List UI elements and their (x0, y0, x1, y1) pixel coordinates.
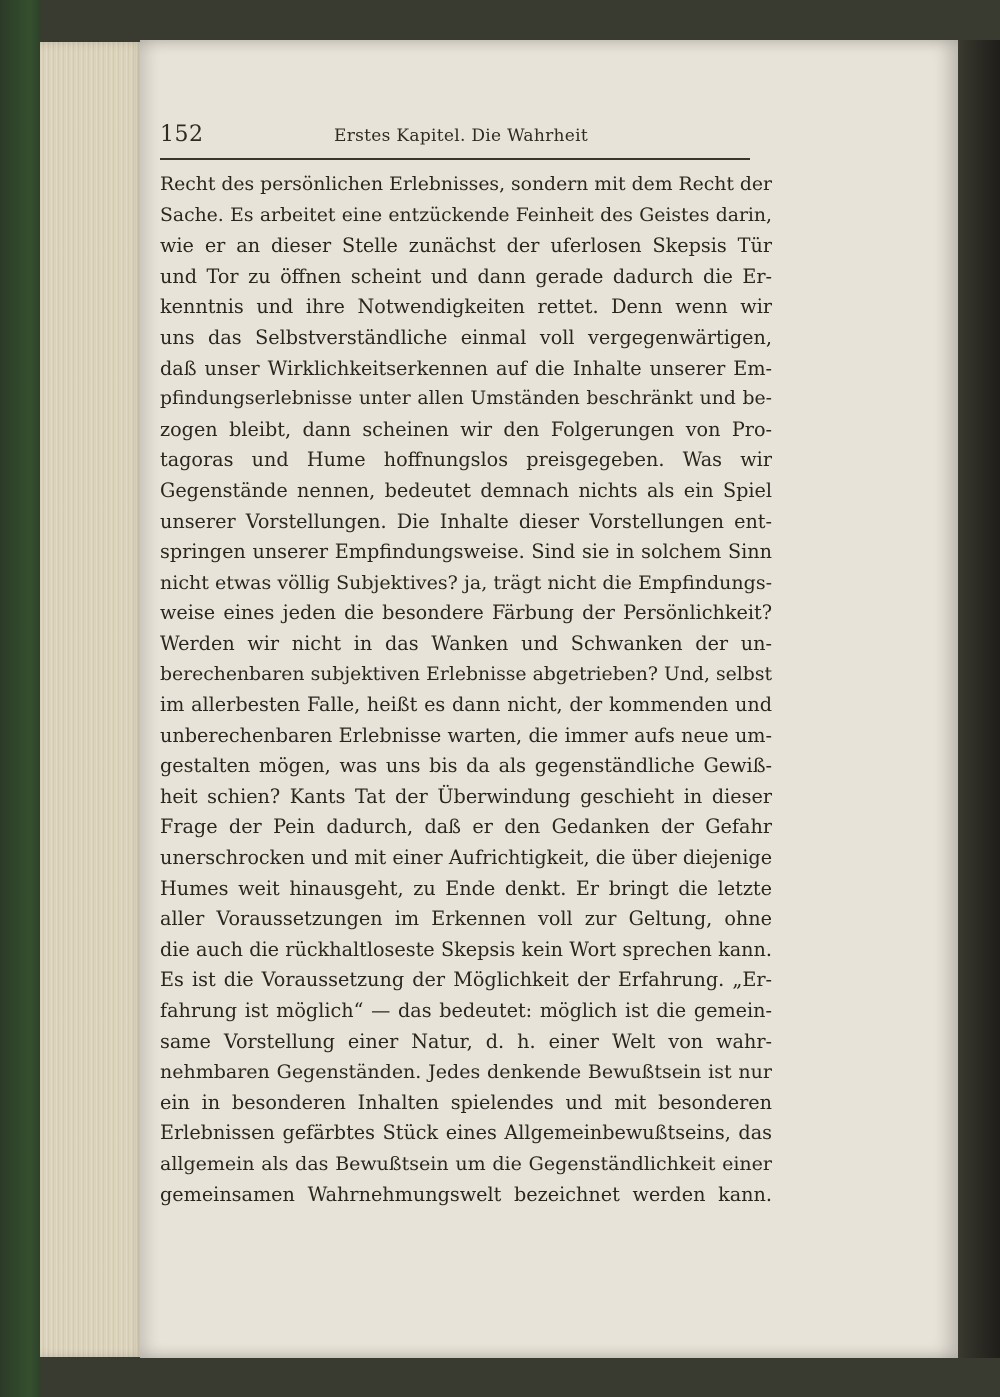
text-line: daß unser Wirklichkeitserkennen auf die Inhalte unserer Em- (160, 356, 772, 380)
text-line: Gegenstände nennen, bedeutet demnach nichts als ein Spiel (160, 478, 772, 502)
text-line: gestalten mögen, was uns bis da als gegenständliche Gewiß- (160, 754, 772, 778)
text-line: die auch die rückhaltloseste Skepsis kein Wort sprechen kann. (160, 937, 772, 961)
facing-page-edge (958, 40, 1000, 1358)
text-line: Frage der Pein dadurch, daß er den Gedanken der Gefahr (160, 815, 772, 839)
text-line: Werden wir nicht in das Wanken und Schwanken der un- (160, 631, 772, 655)
page-edges (40, 42, 145, 1357)
text-line: weise eines jeden die besondere Färbung der Persönlichkeit? (160, 601, 772, 625)
text-line: und Tor zu öffnen scheint und dann gerade dadurch die Er- (160, 264, 772, 288)
text-line: wie er an dieser Stelle zunächst der uferlosen Skepsis Tür (160, 234, 772, 258)
text-line: Recht des persönlichen Erlebnisses, sondern mit dem Recht der (160, 174, 772, 195)
text-line: gemeinsamen Wahrnehmungswelt bezeichnet werden kann. (160, 1182, 772, 1206)
running-head: Erstes Kapitel. Die Wahrheit (334, 126, 588, 146)
text-line: Es ist die Voraussetzung der Möglichkeit der Erfahrung. „Er- (160, 968, 772, 992)
text-line: Sache. Es arbeitet eine entzückende Feinheit des Geistes darin, (160, 204, 772, 226)
text-line: nicht etwas völlig Subjektives? ja, trägt nicht die Empfindungs- (160, 571, 772, 594)
body-text (160, 170, 772, 1210)
page-header (160, 118, 750, 160)
text-line: berechenbaren subjektiven Erlebnisse abgetrieben? Und, selbst (160, 663, 772, 685)
text-line: unserer Vorstellungen. Die Inhalte dieser Vorstellungen ent- (160, 509, 772, 533)
text-line: unerschrocken und mit einer Aufrichtigkeit, die über diejenige (160, 846, 772, 870)
text-line: uns das Selbstverständliche einmal voll vergegenwärtigen, (160, 325, 772, 349)
text-line: tagoras und Hume hoffnungslos preisgegeben. Was wir (160, 448, 772, 472)
text-line: allgemein als das Bewußtsein um die Gegenständlichkeit einer (160, 1153, 772, 1175)
text-line: ein in besonderen Inhalten spielendes und mit besonderen (160, 1090, 772, 1114)
text-line: heit schien? Kants Tat der Überwindung geschieht in dieser (160, 784, 772, 808)
text-line: Erlebnissen gefärbtes Stück eines Allgemeinbewußtseins, das (160, 1121, 772, 1145)
text-line: zogen bleibt, dann scheinen wir den Folgerungen von Pro- (160, 417, 772, 441)
text-line: Humes weit hinausgeht, zu Ende denkt. Er bringt die letzte (160, 876, 772, 900)
text-line: nehmbaren Gegenständen. Jedes denkende Bewußtsein ist nur (160, 1061, 772, 1084)
text-line: fahrung ist möglich“ — das bedeutet: möglich ist die gemein- (160, 999, 772, 1023)
page-number: 152 (160, 122, 204, 147)
text-line: pfindungserlebnisse unter allen Umständen beschränkt und be- (160, 388, 772, 410)
text-line: kenntnis und ihre Notwendigkeiten rettet. Denn wenn wir (160, 295, 772, 319)
text-line: same Vorstellung einer Natur, d. h. einer Welt von wahr- (160, 1029, 772, 1053)
text-line: springen unserer Empfindungsweise. Sind sie in solchem Sinn (160, 540, 772, 564)
text-line: unberechenbaren Erlebnisse warten, die immer aufs neue um- (160, 723, 772, 747)
text-line: aller Voraussetzungen im Erkennen voll zur Geltung, ohne (160, 907, 772, 931)
text-line: im allerbesten Falle, heißt es dann nicht, der kommenden und (160, 693, 772, 717)
